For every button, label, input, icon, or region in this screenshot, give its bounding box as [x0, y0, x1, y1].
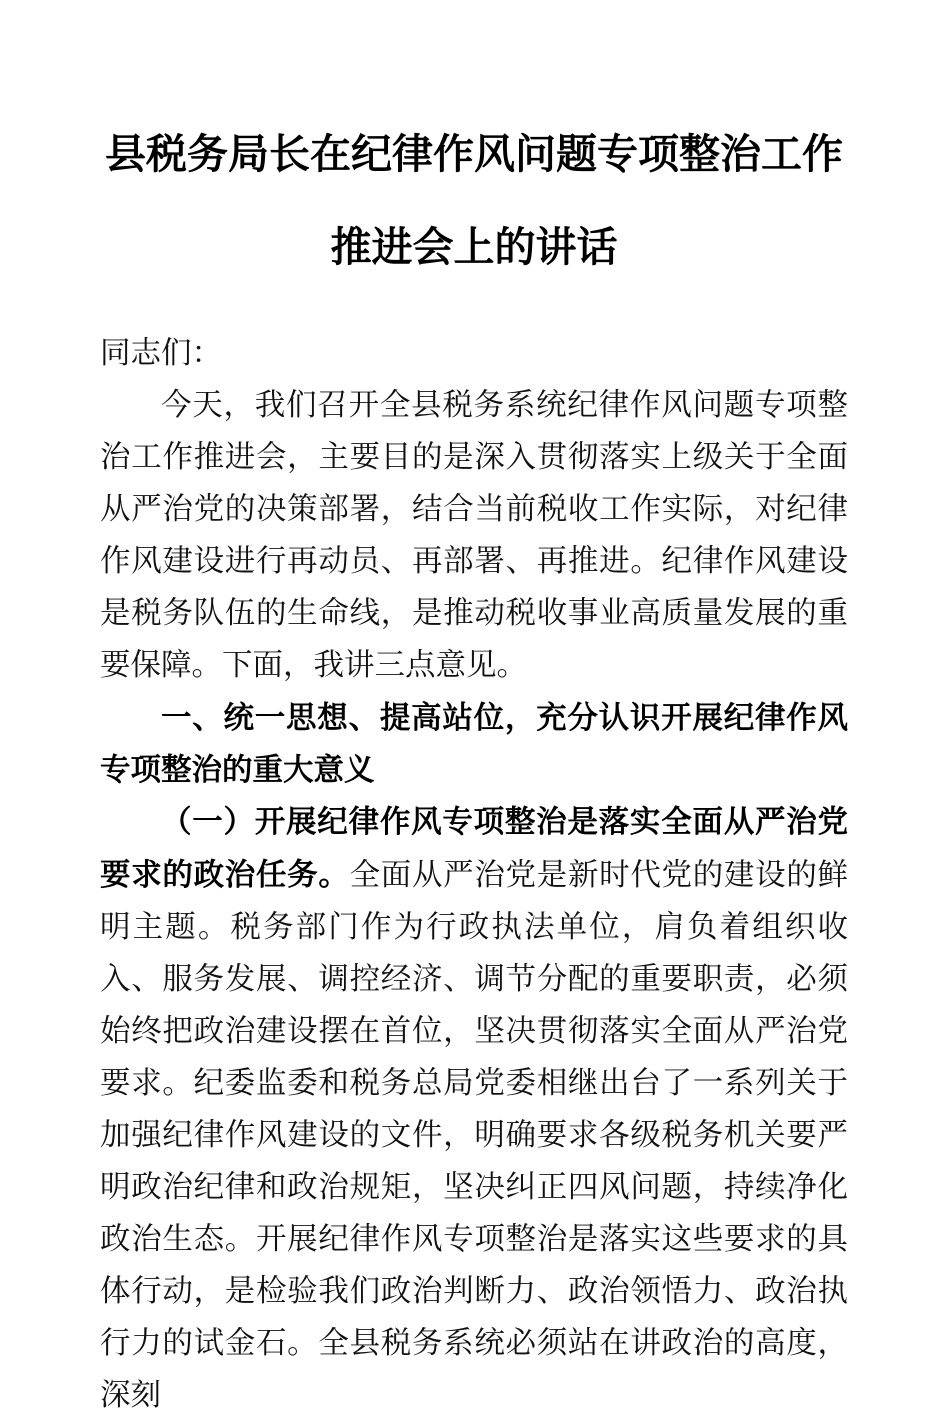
subsection-heading-one-1-lead: （一）开展纪律作风专项整治是落实全面从严治党要求的政治任务。	[100, 804, 848, 893]
salutation: 同志们：	[100, 336, 222, 371]
document-content	[100, 0, 848, 1422]
subsection-heading-one-1-body: 全面从严治党是新时代党的建设的鲜明主题。税务部门作为行政执法单位，肩负着组织收入、服务发展、调控经济、调节分配的重要职责，必须始终把政治建设摆在首位，坚决贯彻落实全面从严治党要求。纪委监委和税务总局党委相继出台了一系列关于加强纪律作风建设的文件，明确要求各级税务机关要严明政治纪律和政治规矩，坚决纠正四风问题，持续净化政治生态。开展纪律作风专项整治是落实这些要求的具体行动，是检验我们政治判断力、政治领悟力、政治执行力的试金石。全县税务系统必须站在讲政治的高度，深刻	[100, 858, 849, 1413]
subsection-heading-one-1	[100, 796, 848, 1422]
section-heading-one: 一、统一思想、提高站位，充分认识开展纪律作风专项整治的重大意义	[100, 700, 848, 788]
page-title: 县税务局长在纪律作风问题专项整治工作推进会上的讲话	[105, 131, 843, 270]
opening-paragraph: 今天，我们召开全县税务系统纪律作风问题专项整治工作推进会，主要目的是深入贯彻落实上级关于全面从严治党的决策部署，结合当前税收工作实际，对纪律作风建设进行再动员、再部署、再推进。纪律作风建设是税务队伍的生命线，是推动税收事业高质量发展的重要保障。下面，我讲三点意见。	[100, 388, 848, 683]
